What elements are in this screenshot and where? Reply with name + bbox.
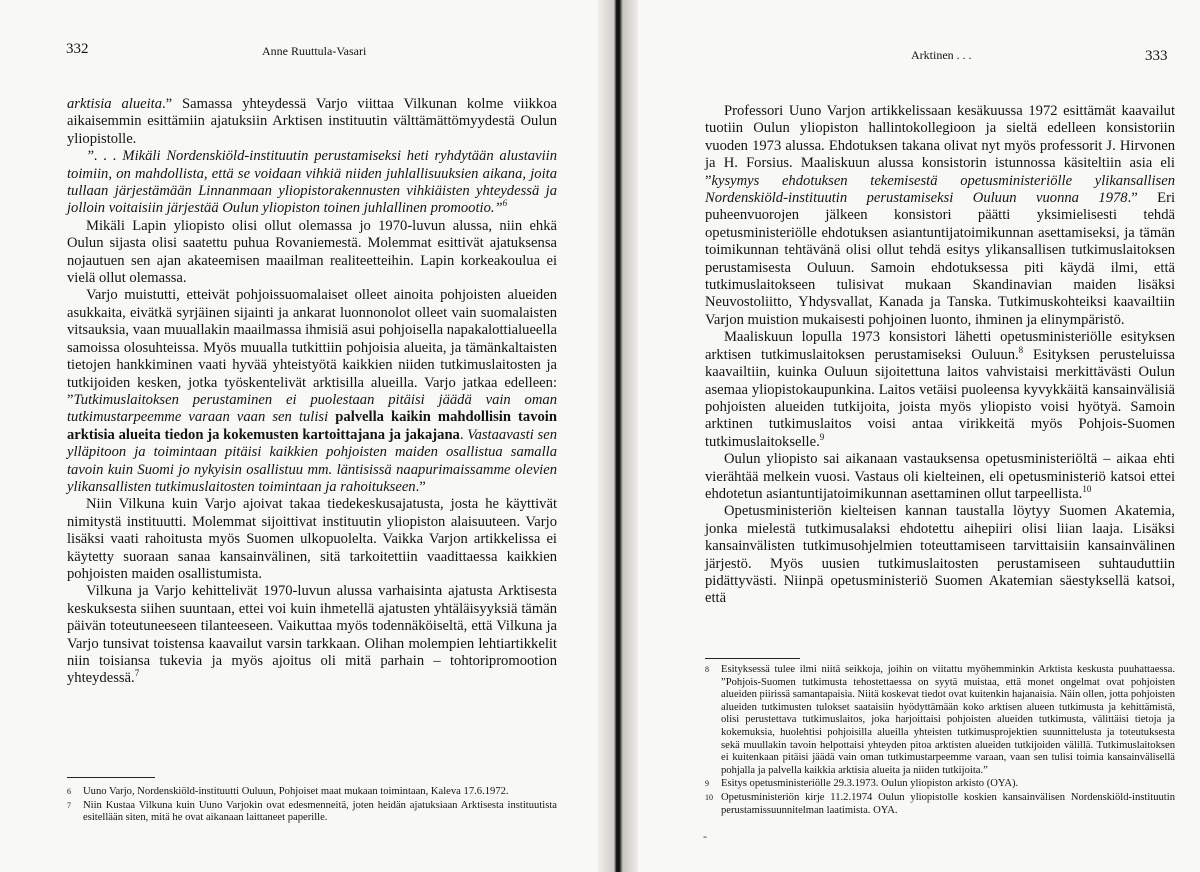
corner-mark: - [703, 829, 707, 843]
footnote-rule [67, 777, 155, 778]
footnote-text: Niin Kustaa Vilkuna kuin Uuno Varjokin ovat edesmenneitä, joten heidän ajatuksiaan Arktisesta instituutista esitellään siten, mitä he ovat aikanaan laittaneet paperille. [83, 799, 557, 824]
paragraph: Vilkuna ja Varjo kehittelivät 1970-luvun alussa varhaisinta ajatusta Arktisesta keskuksesta siihen suuntaan, ettei voi kuin ihmetellä ajatusten yhtäläisyyksiä tämän päivän toteutuneeseen tilanteeseen. Vaikuttaa myös todennäköiseltä, että Vilkuna ja Varjo tunsivat toistensa kaavailut varsin tarkkaan. Olihan molempien lehtiartikkelit niin toisiansa tukevia ja myös ajoitus oli mitä parhain – tohtoripromootion yhteydessä.$^7$ [67, 583, 557, 687]
paragraph: arktisia alueita.” Samassa yhteydessä Varjo viittaa Vilkunan kolme viikkoa aikaisemmin esittämiin ajatuksiin Arktisen instituutin välttämättömyydestä Oulun yliopistolle. [67, 96, 557, 147]
left-footnotes [67, 786, 557, 826]
paragraph: Maaliskuun lopulla 1973 konsistori lähetti opetusministeriölle esityksen arktisen tutkimuslaitoksen perustamiseksi Ouluun.$^8$ Esityksen perusteluissa kaavailtiin, kuinka Ouluun sijoitettuna laitos vahvistaisi merkittävästi Oulun asemaa yliopistokaupunkina. Laitos vetäisi puoleensa kyvykkäitä kansainvälisiä pohjoisten alueiden tutkijoita, joista myös yliopisto voisi hyötyä. Samoin arktinen tutkimuslaitos voisi antaa virikkeitä myös Pohjois-Suomen tutkimuslaitokselle.$^9$ [705, 329, 1175, 450]
footnote-text: Opetusministeriön kirje 11.2.1974 Oulun yliopistolle koskien kansainvälisen Nordenskiöld-instituutin perustamissuunnitelman laatimista. OYA. [721, 791, 1175, 816]
right-page [630, 0, 1200, 872]
footnote-text: Uuno Varjo, Nordenskiöld-instituutti Ouluun, Pohjoiset maat mukaan toimintaan, Kaleva 17.6.1972. [83, 786, 509, 797]
footnote [705, 792, 1175, 817]
footnote [67, 800, 557, 825]
right-page-number: 333 [1145, 48, 1168, 64]
paragraph: Professori Uuno Varjon artikkelissaan kesäkuussa 1972 esittämät kaavailut tuotiin Oulun yliopiston hallintokollegioon ja sieltä edelleen konsistoriin vuoden 1973 alussa. Ehdotuksen takana olivat nyt myös professorit J. Hirvonen ja H. Forsius. Maaliskuun alussa konsistorin istunnossa käsiteltiin asia eli ”kysymys ehdotuksen tekemisestä opetusministeriölle ylikansallisen Nordenskiöld-instituutin perustamiseksi Ouluun vuonna 1978.” Eri puheenvuorojen jälkeen konsistori päätti yksimielisesti tehdä opetusministeriölle ehdotuksen asiantuntijatoimikunnan asettamiseksi, ja tämän toimikunnan tehtävänä olisi ollut tehdä esitys ylikansallisen tutkimuslaitoksen perustamisesta Ouluun. Samoin ehdotuksessa piti käydä ilmi, että tutkimuslaitokseen tulisivat mukaan Skandinavian maiden lisäksi Neuvostoliitto, Yhdysvallat, Kanada ja Tanska. Tutkimuskohteiksi kaavailtiin Varjon muistion mukaisesti pohjoinen luonto, ihminen ja elinympäristö. [705, 103, 1176, 328]
left-page-number: 332 [66, 41, 89, 57]
left-running-head: Anne Ruuttula-Vasari [262, 44, 367, 58]
footnote-mark: 7 [67, 800, 71, 810]
footnote [705, 664, 1175, 777]
paragraph: Niin Vilkuna kuin Varjo ajoivat takaa tiedekeskusajatusta, josta he käyttivät nimitystä instituutti. Molemmat sijoittivat instituutin yliopiston alaisuuteen. Varjo lisäksi vaati rahoitusta myös Suomen ulkopuolelta. Vaikka Varjon artikkelissa ei käytetty suoraan sanaa kansainvälinen, sitä tarkoitettiin vaadittaessa kaikkien pohjoisten maiden osallistumista. [67, 496, 557, 582]
paragraph: Varjo muistutti, etteivät pohjoissuomalaiset olleet ainoita pohjoisten alueiden asukkaita, eivätkä syrjäinen sijainti ja ankarat luonnonolot olleet vain suomalaisten vitsauksia, vaan muuallakin maailmassa ihmisiä asui pohjoisella napakalottialueella samoissa olosuhteissa. Myös muualla tutkittiin pohjoisia alueita, ja tämänkaltaisten tietojen hankkiminen vaati hyvää yhteistyötä kaikkien niiden tutkimuslaitosten ja tutkijoiden kesken, jotka työskentelivät arktisilla alueilla. Varjo jatkaa edelleen: ”Tutkimuslaitoksen perustaminen ei puolestaan pitäisi jäädä vain oman tutkimustarpeemme varaan vaan sen tulisi palvella kaikin mahdollisin tavoin arktisia alueita tiedon ja kokemusten kartoittajana ja jakajana. Vastaavasti sen ylläpitoon ja toimintaan pitäisi kaikkien pohjoisten maiden osallistua samalla tavoin kuin Suomi jo nykyisin osallistuu mm. läntisissä naapurimaissamme olevien ylikansallisten tutkimuslaitosten toimintaan ja rahoitukseen.” [67, 287, 557, 495]
footnote [67, 786, 557, 799]
footnote-text: Esityksessä tulee ilmi niitä seikkoja, joihin on viitattu myöhemminkin Arktista keskusta puuhattaessa. ”Pohjois-Suomen tutkimusta tehostettaessa on syytä muistaa, että monet ongelmat ovat pohjoisten alueiden piirissä samantapaisia. Niitä koskevat tiedot ovat kuitenkin hajanaisia. Näin ollen, jotta pohjoisten alueiden tutkimusten tulokset saataisiin hyödyttämään koko arktisen alueen tutkimusta ja kehittämistä, olisi perustettava tutkimuslaitos, joka harjoittaisi pohjoisten alueiden tutkimusta, välittäisi tietoja ja kokemuksia, huolehtisi pohjoisilla alueilla yhteisten tutkimusprojektien suunnittelusta ja toteutuksesta sekä muullakin tavoin helpottaisi yhteyden pitoa arktisten alueiden tutkijoiden välillä. Tutkimuslaitoksen ei kuitenkaan pitäisi jäädä vain oman tutkimustarpeemme varaan, vaan sen tulisi toimia kansainvälisellä pohjalla ja palvella kaikkia arktisia alueita ja niiden tutkijoita.” [721, 664, 1175, 776]
paragraph: Opetusministeriön kielteisen kannan taustalla löytyy Suomen Akatemia, jonka mielestä tutkimusalaksi ehdotettu aihepiiri olisi liian laaja. Lisäksi kansainvälisten tutkimusohjelmien toteuttamiseen tarvittaisiin kansainvälinen järjestö. Myös uusien tutkimuslaitosten perustamiseen suhtauduttiin pidättyvästi. Niinpä opetusministeriö Suomen Akatemian säestyksellä katsoi, että [705, 503, 1175, 607]
footnote-mark: 6 [67, 787, 71, 796]
right-body-text [705, 103, 1175, 608]
footnote-rule [705, 658, 800, 659]
left-body-text [67, 96, 557, 688]
footnote [705, 778, 1175, 791]
footnote-mark: 8 [705, 665, 709, 674]
footnote-text: Esitys opetusministeriölle 29.3.1973. Oulun yliopiston arkisto (OYA). [721, 778, 1019, 790]
paragraph: Mikäli Lapin yliopisto olisi ollut olemassa jo 1970-luvun alussa, niin ehkä Oulun sijasta olisi saatettu puhua Rovaniemestä. Molemmat esittivät ajatuksensa nojautuen sen ajan akateemisen maailman realiteetteihin. Lapin korkeakoulua ei vielä ollut olemassa. [67, 217, 557, 287]
quotation-paragraph: ”. . . Mikäli Nordenskiöld-instituutin perustamiseksi heti ryhdytään alustaviin toimiin, on mahdollista, että se voidaan vihkiä niiden juhlallisuuksien aikana, joita tullaan järjestämään Linnanmaan yliopistorakennusten vihkiäisten yhteydessä ja jolloin voitaisiin järjestää Oulun yliopiston toinen juhlallinen promootio.”$^6$ [67, 148, 557, 217]
footnote-mark: 9 [705, 779, 709, 789]
right-footnotes [705, 664, 1175, 818]
paragraph: Oulun yliopisto sai aikanaan vastauksensa opetusministeriöltä – aikaa ehti vierähtää melkein vuosi. Vastaus oli kielteinen, eli opetusministeriö katsoi ettei ehdotetun asiantuntijatoimikunnan asettaminen ollut tarpeellista.$^{10}$ [705, 451, 1175, 502]
book-gutter [598, 0, 638, 872]
footnote-mark: 10 [705, 792, 713, 802]
right-running-head: Arktinen . . . [911, 48, 972, 62]
